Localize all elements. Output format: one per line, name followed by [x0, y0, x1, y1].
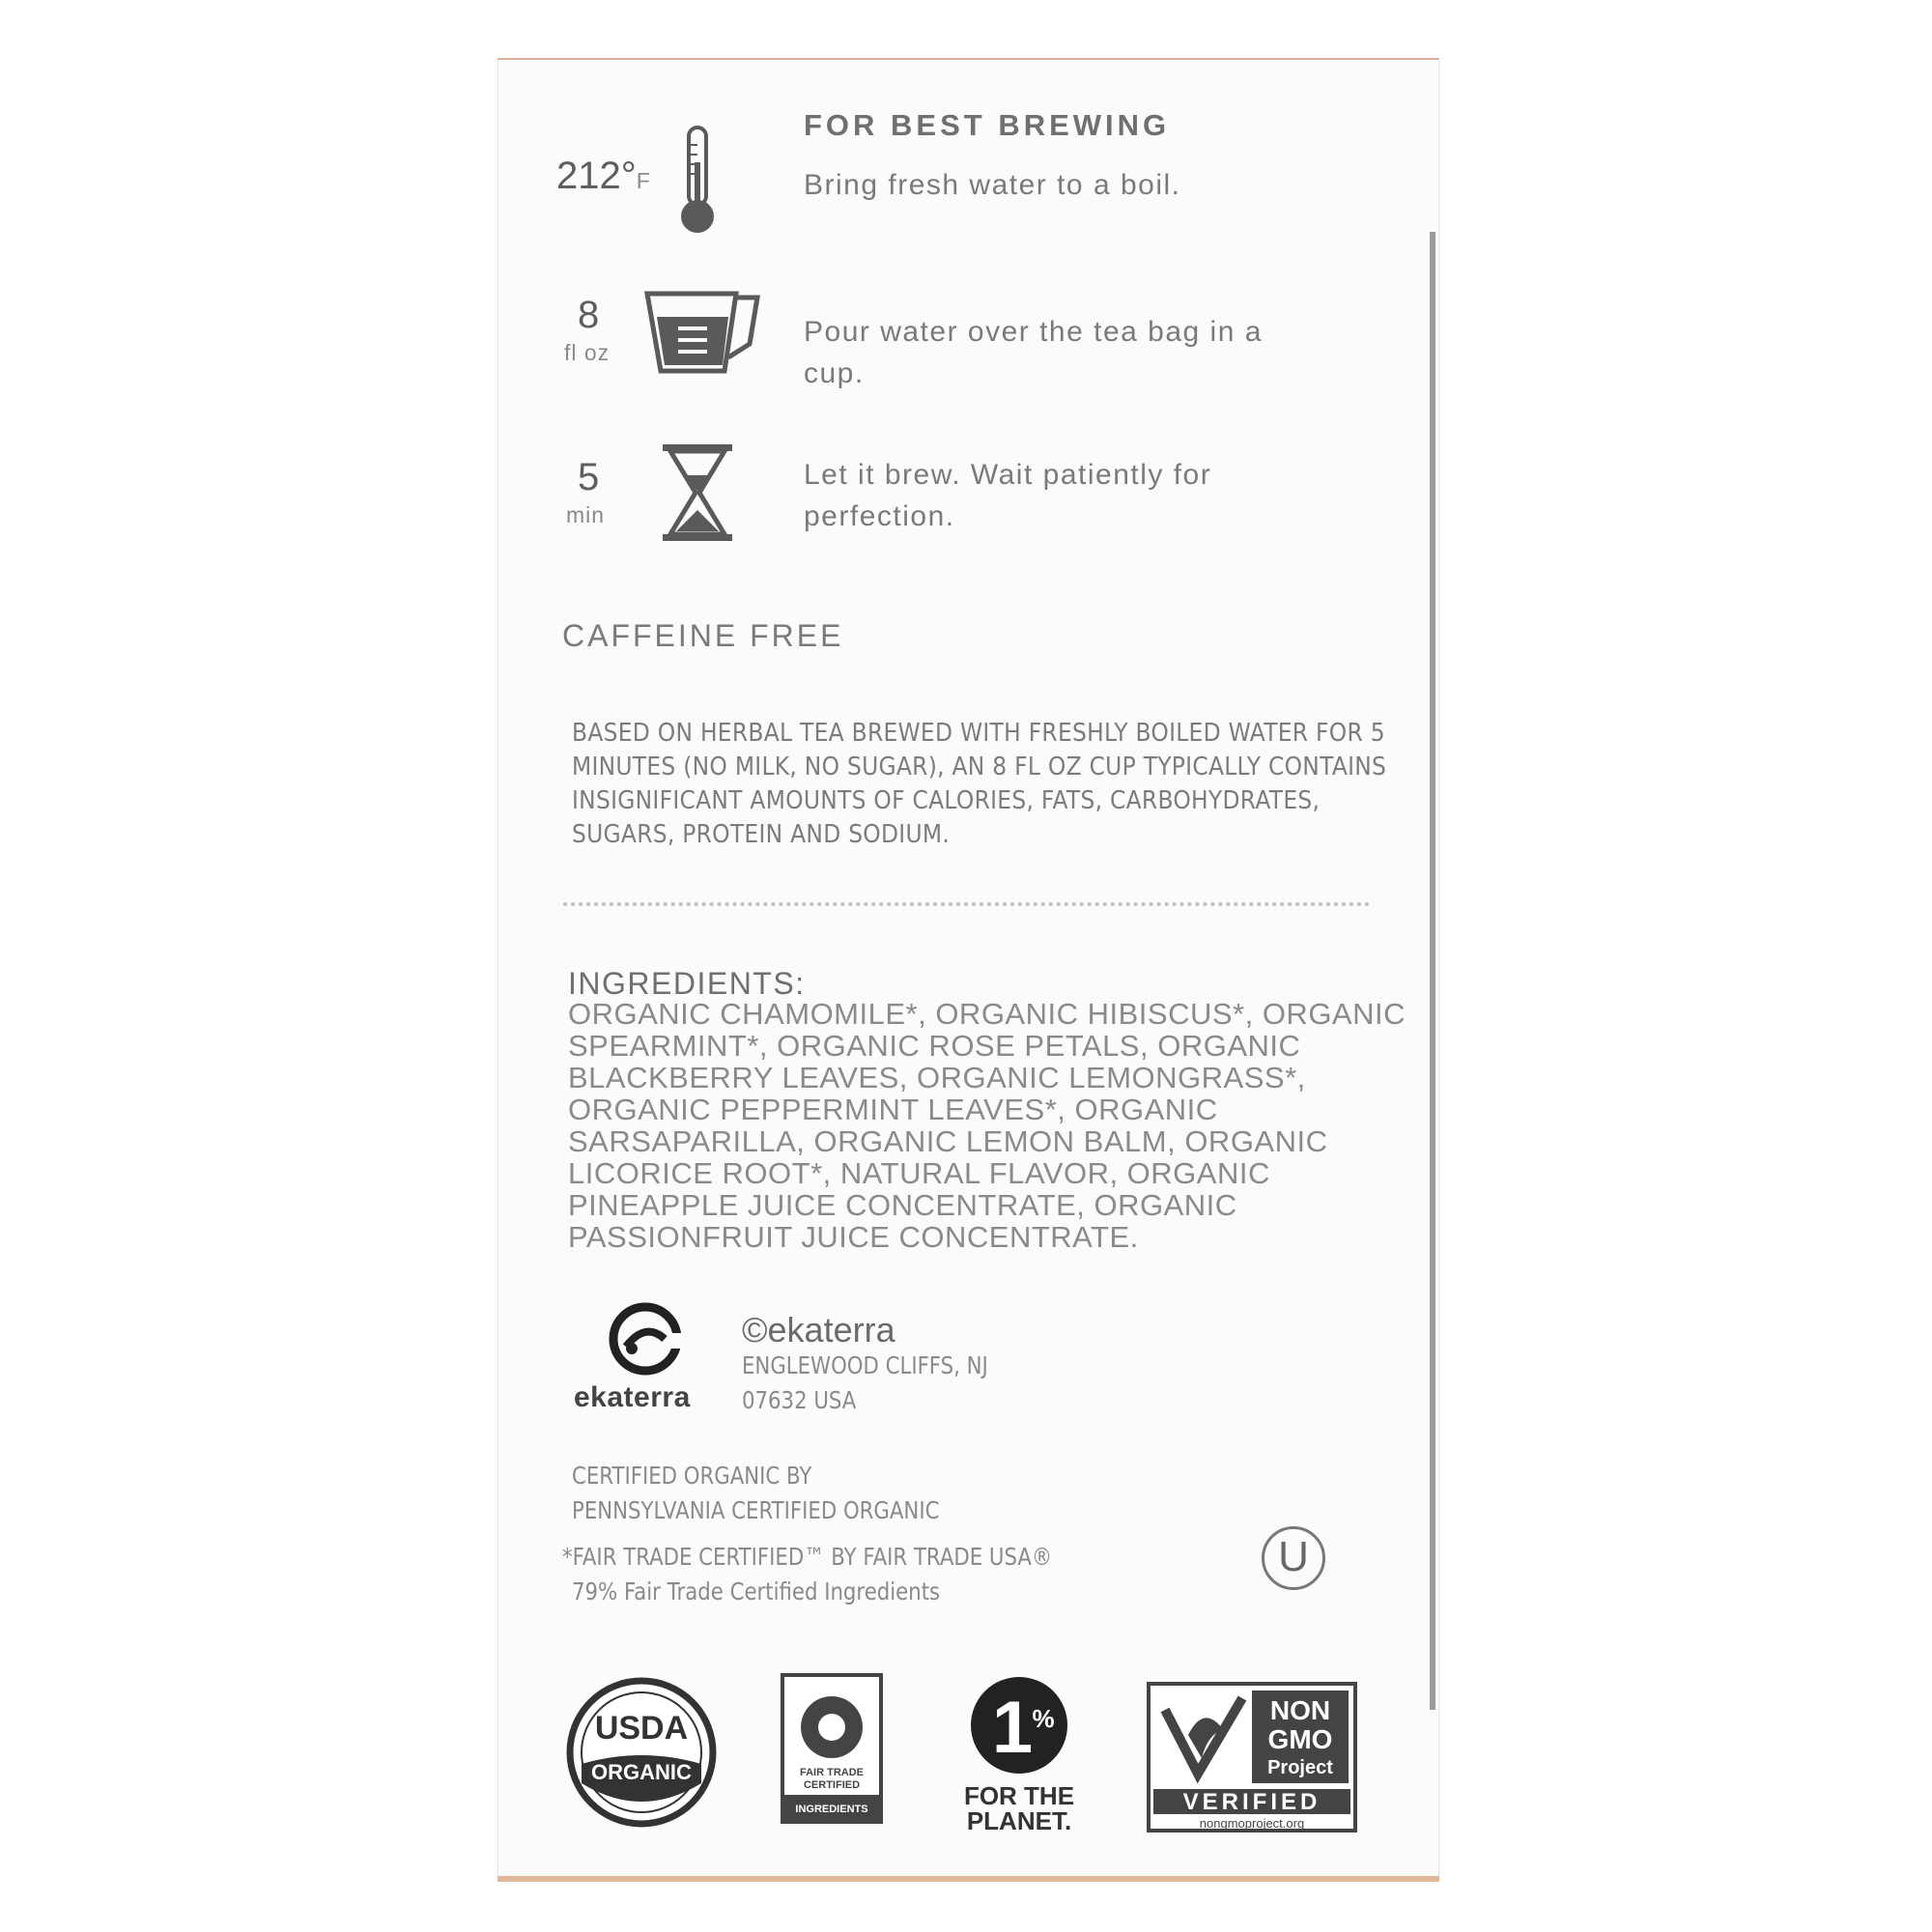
- usda-seal-bottom-text: ORGANIC: [591, 1760, 692, 1784]
- box-side-edge: [1430, 232, 1435, 1710]
- ingredients-title: INGREDIENTS:: [568, 966, 806, 1001]
- ingredients-list: ORGANIC CHAMOMILE*, ORGANIC HIBISCUS*, ORGANIC SPEARMINT*, ORGANIC ROSE PETALS, ORGANIC BLACKBERRY LEAVES, ORGANIC LEMONGRASS*, ORGANIC PEPPERMINT LEAVES*, ORGANIC SARSAPARILLA, ORGANIC LEMON BALM, ORGANIC LICORICE ROOT*, NATURAL FLAVOR, ORGANIC PINEAPPLE JUICE CONCENTRATE, ORGANIC PASSIONFRUIT JUICE CONCENTRATE.: [568, 997, 1406, 1254]
- fairtrade-badge-text-line2: CERTIFIED: [803, 1779, 861, 1791]
- organic-certifier-line1: CERTIFIED ORGANIC BY: [572, 1462, 812, 1490]
- bottom-accent-band: [497, 1876, 1439, 1882]
- kosher-symbol-icon: U: [1262, 1526, 1325, 1590]
- time-unit: min: [566, 502, 606, 527]
- time-value: 5: [578, 456, 600, 498]
- nongmo-badge-line3: Project: [1267, 1757, 1333, 1778]
- fairtrade-badge-text-line1: FAIR TRADE: [800, 1767, 864, 1778]
- volume-value: 8: [578, 294, 600, 336]
- hourglass-icon: [661, 442, 734, 543]
- one-percent-sign: %: [1032, 1704, 1055, 1733]
- nongmo-verified-text: VERIFIED: [1182, 1789, 1321, 1815]
- step-pour-text: Pour water over the tea bag in a cup.: [804, 316, 1263, 389]
- measuring-cup-icon: [643, 288, 763, 377]
- ekaterra-logo-icon: [607, 1300, 684, 1378]
- dotted-divider: [563, 902, 1370, 906]
- volume-unit: fl oz: [564, 340, 611, 365]
- fairtrade-statement-line1: *FAIR TRADE CERTIFIED™ BY FAIR TRADE USA®: [562, 1543, 1053, 1571]
- nongmo-badge-line2: GMO: [1267, 1724, 1333, 1754]
- nongmo-url-text: nongmoproject.org: [1199, 1816, 1305, 1831]
- ekaterra-logo-word: ekaterra: [574, 1381, 691, 1413]
- caffeine-free-label: CAFFEINE FREE: [562, 618, 844, 653]
- thermometer-icon: [676, 124, 719, 238]
- brewing-heading: FOR BEST BREWING: [804, 108, 1171, 142]
- fair-trade-certified-badge-icon: [779, 1671, 885, 1826]
- non-gmo-project-verified-badge-icon: [1146, 1681, 1358, 1833]
- step-boil-text: Bring fresh water to a boil.: [804, 169, 1181, 201]
- usda-seal-top-text: USDA: [594, 1710, 689, 1747]
- one-percent-line2: PLANET.: [966, 1806, 1072, 1835]
- one-percent-for-the-planet-badge-icon: [956, 1671, 1082, 1835]
- one-percent-number: 1: [991, 1687, 1034, 1769]
- step-brew-text: Let it brew. Wait patiently for perfection.: [804, 459, 1212, 532]
- usda-organic-seal-icon: [564, 1675, 719, 1830]
- organic-certifier-line2: PENNSYLVANIA CERTIFIED ORGANIC: [572, 1496, 940, 1524]
- company-name: ©ekaterra: [742, 1310, 895, 1350]
- company-address-line1: ENGLEWOOD CLIFFS, NJ: [742, 1351, 988, 1379]
- fairtrade-statement-line2: 79% Fair Trade Certified Ingredients: [572, 1577, 941, 1605]
- one-percent-line1: FOR THE: [963, 1781, 1075, 1810]
- nongmo-badge-line1: NON: [1269, 1695, 1331, 1725]
- temperature-value: 212°F: [556, 155, 651, 197]
- fairtrade-badge-band-text: INGREDIENTS: [795, 1804, 868, 1815]
- nutrition-statement: BASED ON HERBAL TEA BREWED WITH FRESHLY BOILED WATER FOR 5 MINUTES (NO MILK, NO SUGAR), AN 8 FL OZ CUP TYPICALLY CONTAINS INSIGNIFICANT AMOUNTS OF CALORIES, FATS, CARBOHYDRATES, SUGARS, PROTEIN AND SODIUM.: [572, 719, 1387, 849]
- company-address-line2: 07632 USA: [742, 1386, 857, 1414]
